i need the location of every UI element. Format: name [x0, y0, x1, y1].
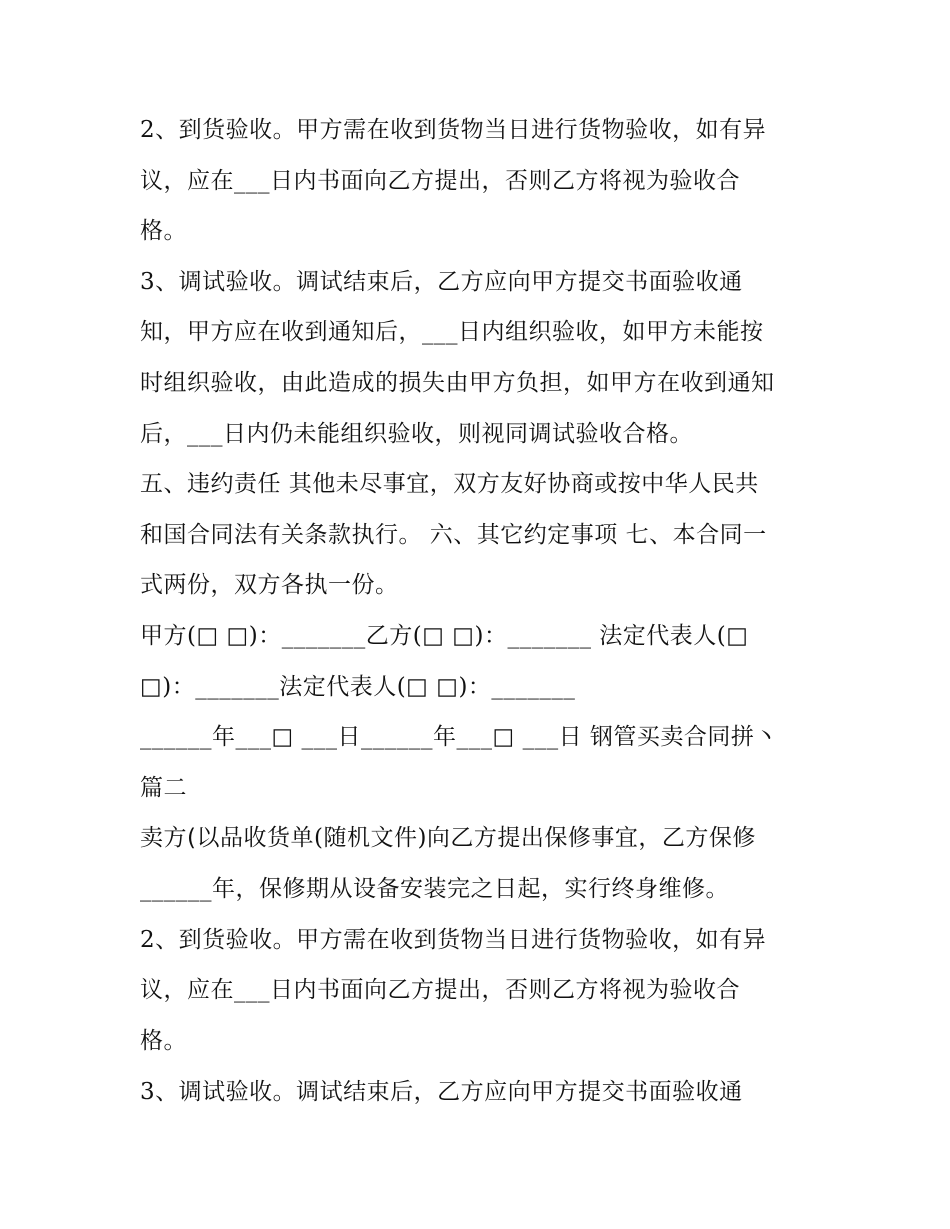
text-line-17: 2、到货验收。甲方需在收到货物当日进行货物验收，如有异 — [140, 927, 767, 953]
text-line-5: 知，甲方应在收到通知后，___日内组织验收，如甲方未能按 — [140, 319, 764, 345]
text-line-13: ______年___□ ___日______年___□ ___日 钢管买卖合同拼丶 — [140, 724, 778, 750]
text-line-11: 甲方(□ □)：_______乙方(□ □)：_______ 法定代表人(□ — [140, 623, 749, 649]
text-line-6: 时组织验收，由此造成的损失由甲方负担，如甲方在收到通知 — [140, 370, 775, 396]
text-line-20: 3、调试验收。调试结束后，乙方应向甲方提交书面验收通 — [140, 1079, 743, 1105]
bold-fragment: 卖方(以品收货单 — [140, 825, 314, 851]
text-line-9: 和国合同法有关条款执行。 六、其它约定事项 七、本合同一 — [140, 522, 767, 548]
text-line-7: 后，___日内仍未能组织验收，则视同调试验收合格。 — [140, 421, 693, 447]
text-line-12: □)：_______法定代表人(□ □)：_______ — [140, 674, 576, 700]
text-line-18: 议，应在___日内书面向乙方提出，否则乙方将视为验收合 — [140, 977, 740, 1003]
text-line-19: 格。 — [140, 1028, 187, 1054]
text-line-16: ______年，保修期从设备安装完之日起，实行终身维修。 — [140, 876, 729, 902]
text-line-3: 格。 — [140, 218, 187, 244]
text-line-1: 2、到货验收。甲方需在收到货物当日进行货物验收，如有异 — [140, 117, 767, 143]
text-line-4: 3、调试验收。调试结束后，乙方应向甲方提交书面验收通 — [140, 269, 743, 295]
text-line-2: 议，应在___日内书面向乙方提出，否则乙方将视为验收合 — [140, 168, 740, 194]
text-line-8: 五、违约责任 其他未尽事宜，双方友好协商或按中华人民共 — [140, 471, 759, 497]
section-heading: 篇二 — [140, 775, 187, 801]
text-line-10: 式两份，双方各执一份。 — [140, 572, 399, 598]
text-fragment: (随机文件)向乙方提出保修事宜，乙方保修 — [313, 825, 756, 851]
text-line-15 — [140, 818, 756, 858]
